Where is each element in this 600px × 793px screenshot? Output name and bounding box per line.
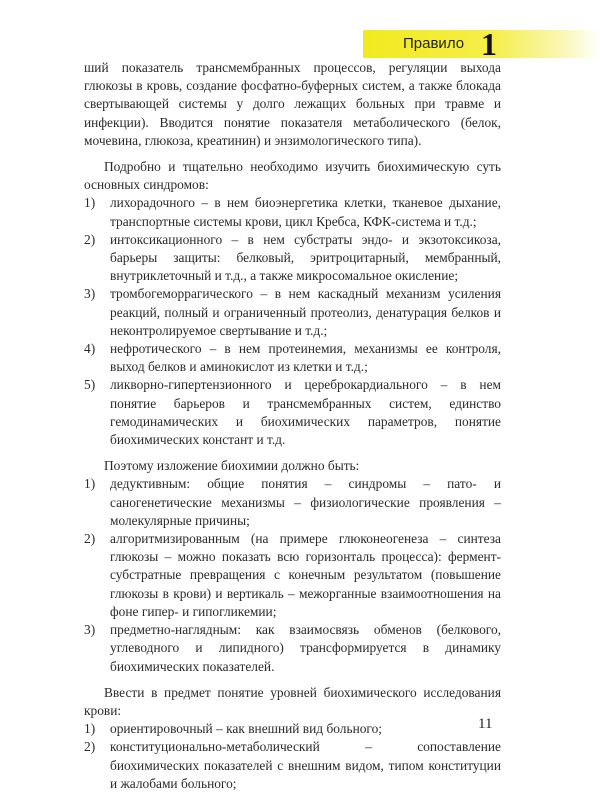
chapter-label: Правило	[403, 35, 465, 52]
list-text: предметно-наглядным: как взаимосвязь обменов (белкового, углеводного и липидного) трансформируется в динамику биохимических показателей.	[110, 622, 501, 674]
list-number: 3)	[84, 622, 96, 638]
list-number: 2)	[84, 531, 96, 547]
list-text: ликворно-гипертензионного и цереброкардиального – в нем понятие барьеров и трансмембранных систем, единство гемодинамических и биохимических параметров, понятие биохимических констант и т.д.	[110, 377, 501, 448]
list-text: нефротического – в нем протеинемия, механизмы ее контроля, выход белков и аминокислот из клетки и т.д.;	[110, 341, 501, 375]
list-number: 2)	[84, 739, 96, 755]
list-text: алгоритмизированным (на примере глюконеогенеза – синтеза глюкозы – можно показать всю горизонталь процесса): фермент-субстратные превращения с конечным результатом (повышение глюкозы в крови) и вертикаль – межорганные взаимоотношения на фоне гипер- и гипогликемии;	[110, 531, 501, 619]
section2-lead: Поэтому изложение биохимии должно быть:	[104, 458, 360, 474]
list-number: 1)	[84, 195, 96, 211]
list-item	[84, 340, 501, 376]
list-number: 3)	[84, 286, 96, 302]
list-item	[84, 231, 501, 286]
list-number: 4)	[84, 341, 96, 357]
list-number: 2)	[84, 231, 96, 247]
chapter-number: 1	[481, 26, 497, 62]
list-text: дедуктивным: общие понятия – синдромы – пато- и саногенетические механизмы – физиологические проявления – молекулярные причины;	[110, 476, 501, 528]
list-text: лихорадочного – в нем биоэнергетика клетки, тканевое дыхание, транспортные системы крови, цикл Кребса, КФК-система и т.д.;	[110, 195, 501, 229]
list-text: тромбогеморрагического – в нем каскадный механизм усиления реакций, полный и ограниченный протеолиз, денатурация белков и неконтролируемое свертывание и т.д.;	[110, 286, 501, 338]
list-item	[84, 720, 501, 738]
list-text: конституционально-метаболический – сопоставление биохимических показателей с внешним видом, типом конституции и жалобами больного;	[110, 739, 501, 791]
list-text: ориентировочный – как внешний вид больного;	[110, 721, 383, 737]
list-number: 1)	[84, 476, 96, 492]
section3-lead: Ввести в предмет понятие уровней биохимического исследования крови:	[84, 684, 501, 718]
chapter-banner	[363, 26, 600, 62]
list-number: 1)	[84, 721, 96, 737]
list-item	[84, 194, 501, 230]
page-body	[84, 59, 501, 793]
intro-paragraph: ший показатель трансмембранных процессов, регуляции выхода глюкозы в кровь, создание фосфатно-буферных систем, а также блокада свертывающей системы у долго лежащих больных при травме и инфекции). Вводится понятие показателя метаболического (белок, мочевина, глюкоза, креатинин) и энзимологического типа).	[84, 60, 501, 148]
list-text: интоксикационного – в нем субстраты эндо- и экзотоксикоза, барьеры защиты: белковый, эритроцитарный, мембранный, внутриклеточный и т.д., а также микросомальное окисление;	[110, 231, 501, 284]
page-number: 11	[478, 716, 493, 732]
list-item	[84, 530, 501, 621]
list-item	[84, 376, 501, 449]
section1-lead: Подробно и тщательно необходимо изучить биохимическую суть основных синдромов:	[84, 159, 501, 193]
list-item	[84, 285, 501, 340]
list-item	[84, 738, 501, 793]
list-number: 5)	[84, 377, 96, 393]
list-item	[84, 621, 501, 676]
list-item	[84, 475, 501, 530]
